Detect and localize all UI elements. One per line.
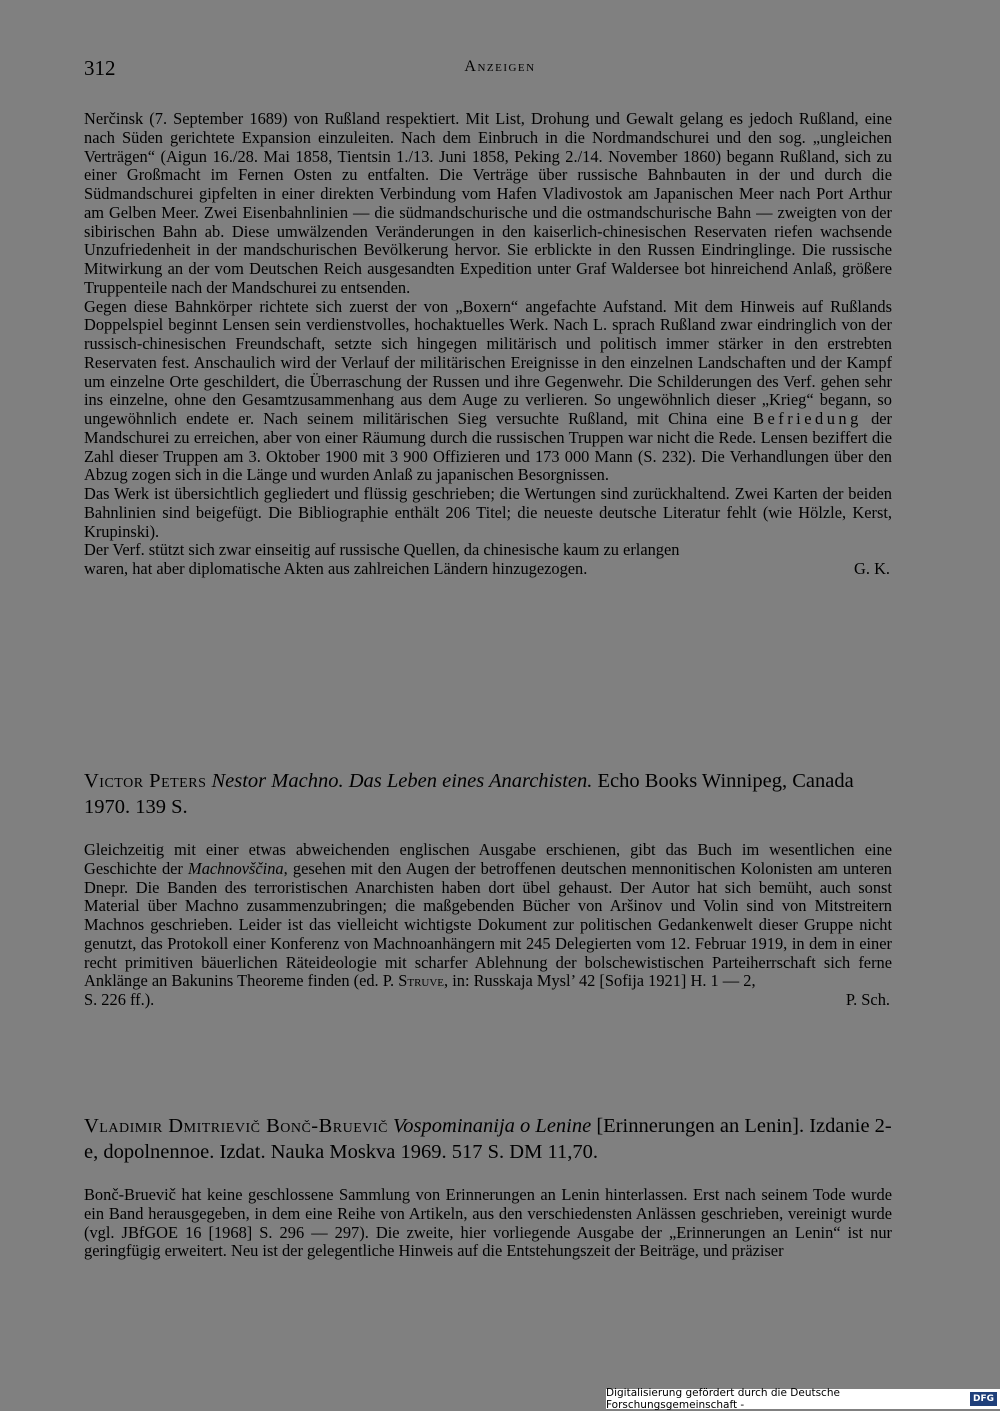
paragraph [84,841,892,991]
book-author: Victor Peters [84,770,207,792]
book-title: Nestor Machno. Das Leben eines Anarchisten. [211,770,593,792]
reviewer-signature: G. K. [854,559,890,578]
book-author: Vladimir Dmitrievič Bonč-Bruevič [84,1115,388,1137]
dfg-logo-icon: DFG [970,1392,997,1406]
review-heading [84,1113,892,1165]
paragraph: Der Verf. stützt sich zwar einseitig auf russische Quellen, da chinesische kaum zu erlangen [84,540,680,560]
publication-info: Echo Books Winnipeg, Canada 1970. 139 S. [84,770,854,818]
footer-text: Digitalisierung gefördert durch die Deutsche Forschungsgemeinschaft - [606,1387,840,1411]
review-body [84,841,892,1010]
cited-author: Struve [398,971,445,991]
paragraph-text: , gesehen mit den Augen der betroffenen deutschen mennonitischen Kolonisten am unteren Dnepr. Die Banden des terroristischen Anarchisten haben dort übel gehaust. Der Autor hat sich bemüht, auch sonst Material über Machno zusammenzubringen; die maßgebenden Bücher von Aršinov und Volin sind von Mitstreitern Machnos geschrieben. Leider ist das vielleicht wichtigste Dokument zur politischen Gedankenwelt dieser Gruppe nicht genutzt, das Protokoll einer Konferenz von Machnoanhängern mit 245 Delegierten vom 12. Februar 1919, in dem in einer recht primitiven bäuerlichen Räteideologie mit scharfer Ablehnung der bolschewistischen Parteiherrschaft sich ferne Anklänge an Bakunins Theoreme finden (ed. P. [84,858,893,991]
page-number: 312 [84,56,116,80]
digitization-footer [606,1389,1000,1409]
reviewer-signature: P. Sch. [845,990,890,1009]
paragraph-text: , in: Russkaja Mysl’ 42 [Sofija 1921] H. 1 — 2, [444,971,756,991]
paragraph: Das Werk ist übersichtlich gegliedert und flüssig geschrieben; die Wertungen sind zurückhaltend. Zwei Karten der beiden Bahnlinien sind beigefügt. Die Bibliographie enthält 206 Titel; die neueste deutsche Literatur fehlt (wie Hölzle, Kerst, Krupinski). [84,484,892,541]
paragraph: Bonč-Bruevič hat keine geschlossene Sammlung von Erinnerungen an Lenin hinterlassen. Erst nach seinem Tode wurde ein Band herausgegeben, in dem eine Reihe von Artikeln, aus den verschiedensten Anlässen geschrieben, vereinigt wurde (vgl. JBfGOE 16 [1968] S. 296 — 297). Die zweite, hier vorliegende Ausgabe der „Erinnerungen an Lenin“ ist nur geringfügig erweitert. Neu ist der gelegentliche Hinweis auf die Entstehungszeit der Beiträge, und präziser [84,1185,892,1261]
paragraph-text: der Mandschurei zu erreichen, aber von einer Räumung durch die russischen Truppen war nicht die Rede. Lensen beziffert die Zahl dieser Truppen am 3. Oktober 1900 mit 3 900 Offizieren und 173 000 Mann (S. 232). Die Verhandlungen über den Abzug zogen sich in die Länge und wurden Anlaß zu japanischen Besorgnissen. [84,409,892,485]
paragraph: Nerčinsk (7. September 1689) von Rußland respektiert. Mit List, Drohung und Gewalt gelang es jedoch Rußland, eine nach Süden gerichtete Expansion einzuleiten. Nach dem Einbruch in die Nordmandschurei und den sog. „ungleichen Verträgen“ (Aigun 16./28. Mai 1858, Tientsin 1./13. Juni 1858, Peking 2./14. November 1860) begann Rußland, sich zu einer Großmacht im Fernen Osten zu entfalten. Die Verträge über russische Bahnbauten in der und durch die Südmandschurei gipfelten in einer direkten Verbindung vom Hafen Vladivostok am Japanischen Meer nach Port Arthur am Gelben Meer. Zwei Eisenbahnlinien — die südmandschurische und die ostmandschurische Bahn — zweigten von der sibirischen Bahn ab. Diese umwälzenden Veränderungen in den kaiserlich-chinesischen Reservaten riefen wachsende Unzufriedenheit in der mandschurischen Bevölkerung hervor. Sie erblickte in den Russen Eindringlinge. Die russische Mitwirkung an der vom Deutschen Reich ausgesandten Expedition unter Graf Waldersee bot hinreichend Anlaß, größere Truppenteile nach der Mandschurei zu entsenden. [84,109,892,297]
running-head: Anzeigen [464,58,536,75]
paragraph-text: Gegen diese Bahnkörper richtete sich zuerst der von „Boxern“ angefachte Aufstand. Mit dem Hinweis auf Rußlands Doppelspiel beginnt Lensen sein verdienstvolles, hochaktuelles Werk. Nach L. sprach Rußland zwar eindringlich von der russisch-chinesischen Freundschaft, setzte sich hingegen militärisch und politisch immer stärker in den erstrebten Reservaten fest. Anschaulich wird der Verlauf der militärischen Ereignisse in den einzelnen Landschaften und der Kampf um einzelne Orte geschildert, die Überraschung der Russen und ihre Gegenwehr. Die Schilderungen des Verf. gehen sehr ins einzelne, ohne den Gesamtzusammenhang aus dem Auge zu verlieren. So ungewöhnlich dieser „Krieg“ begann, so ungewöhnlich endete er. Nach seinem militärischen Sieg versuchte Rußland, mit China eine [84,296,892,428]
review-heading [84,768,892,820]
signature-line [84,560,892,579]
signature-line [84,991,892,1010]
book-title: Vospominanija o Lenine [393,1115,592,1137]
paragraph-last-line: waren, hat aber diplomatische Akten aus zahlreichen Ländern hinzugezogen. [84,559,588,578]
review-body [84,1186,892,1261]
paragraph-text: Gleichzeitig mit einer etwas abweichenden englischen Ausgabe erschienen, gibt das Buch im wesentlichen eine Geschichte der [84,840,892,878]
publication-info: [Erinnerungen an Lenin]. Izdanie 2-e, dopolnennoe. Izdat. Nauka Moskva 1969. 517 S. DM 11,70. [84,1115,892,1163]
emphasized-word: Befriedung [753,409,862,428]
paragraph [84,298,892,486]
review-continued [84,110,892,579]
italic-term: Machnovščina [188,858,284,878]
paragraph-last-line: S. 226 ff.). [84,990,155,1009]
